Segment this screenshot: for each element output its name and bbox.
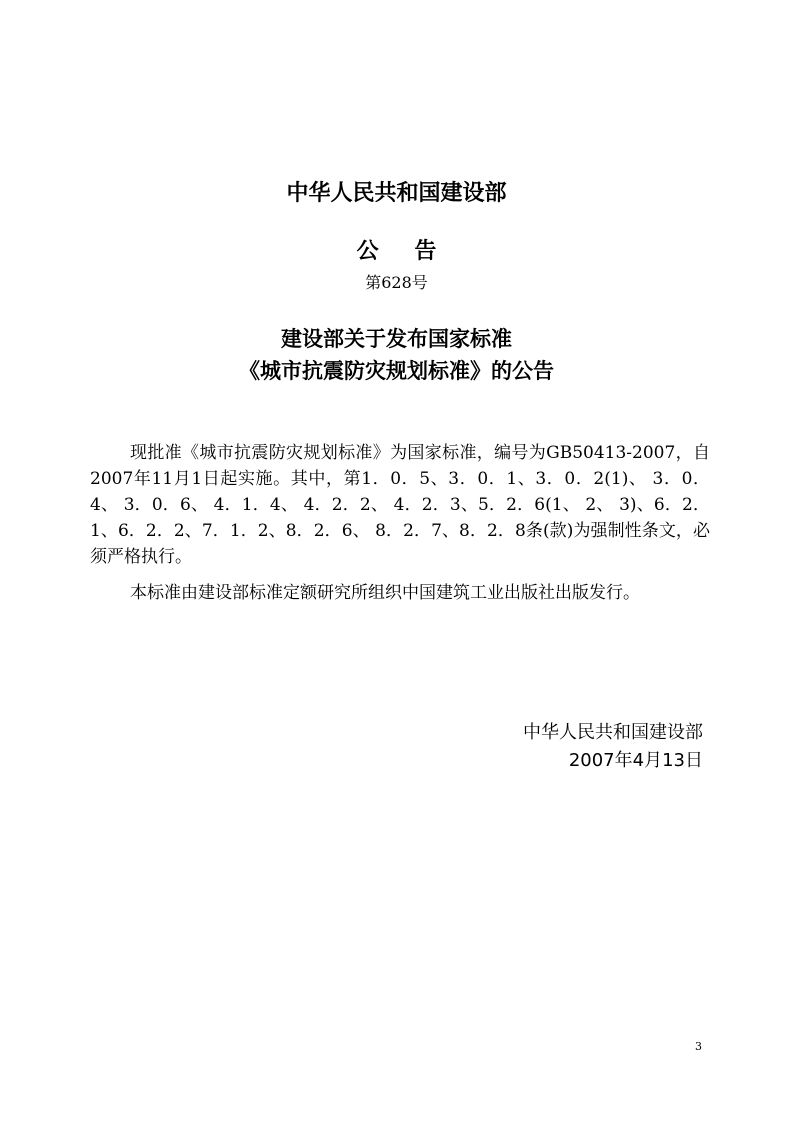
subject-line-1: 建设部关于发布国家标准	[281, 327, 512, 351]
body-paragraph-2	[90, 580, 710, 606]
subject-line-2: 《城市抗震防灾规划标准》的公告	[239, 359, 554, 383]
body-paragraph-1	[90, 440, 710, 570]
paragraph-text: 本标准由建设部标准定额研究所组织中国建筑工业出版社出版发行。	[130, 583, 640, 603]
signature-date: 2007年4月13日	[568, 750, 703, 771]
announcement-number: 第628号	[365, 273, 428, 292]
issuer-title: 中华人民共和国建设部	[286, 181, 507, 206]
announcement-title: 公 告	[356, 239, 451, 264]
page-number: 3	[695, 1040, 702, 1053]
signature-organization: 中华人民共和国建设部	[523, 722, 703, 743]
paragraph-text: 现批准《城市抗震防灾规划标准》为国家标准，编号为GB50413-2007，自2007年11月1日起实施。其中，第1．0．5、3．0．1、3．0．2(1)、 3．0．4、 3．0．6、 4．1．4、 4．2．2、 4．2．3、5．2．6(1、 2、 3)、6．2．1、6．2．2、7．1．2、8．2．6、 8．2．7、8．2．8条(款)为强制性条文，必须严格执行。	[90, 443, 710, 567]
